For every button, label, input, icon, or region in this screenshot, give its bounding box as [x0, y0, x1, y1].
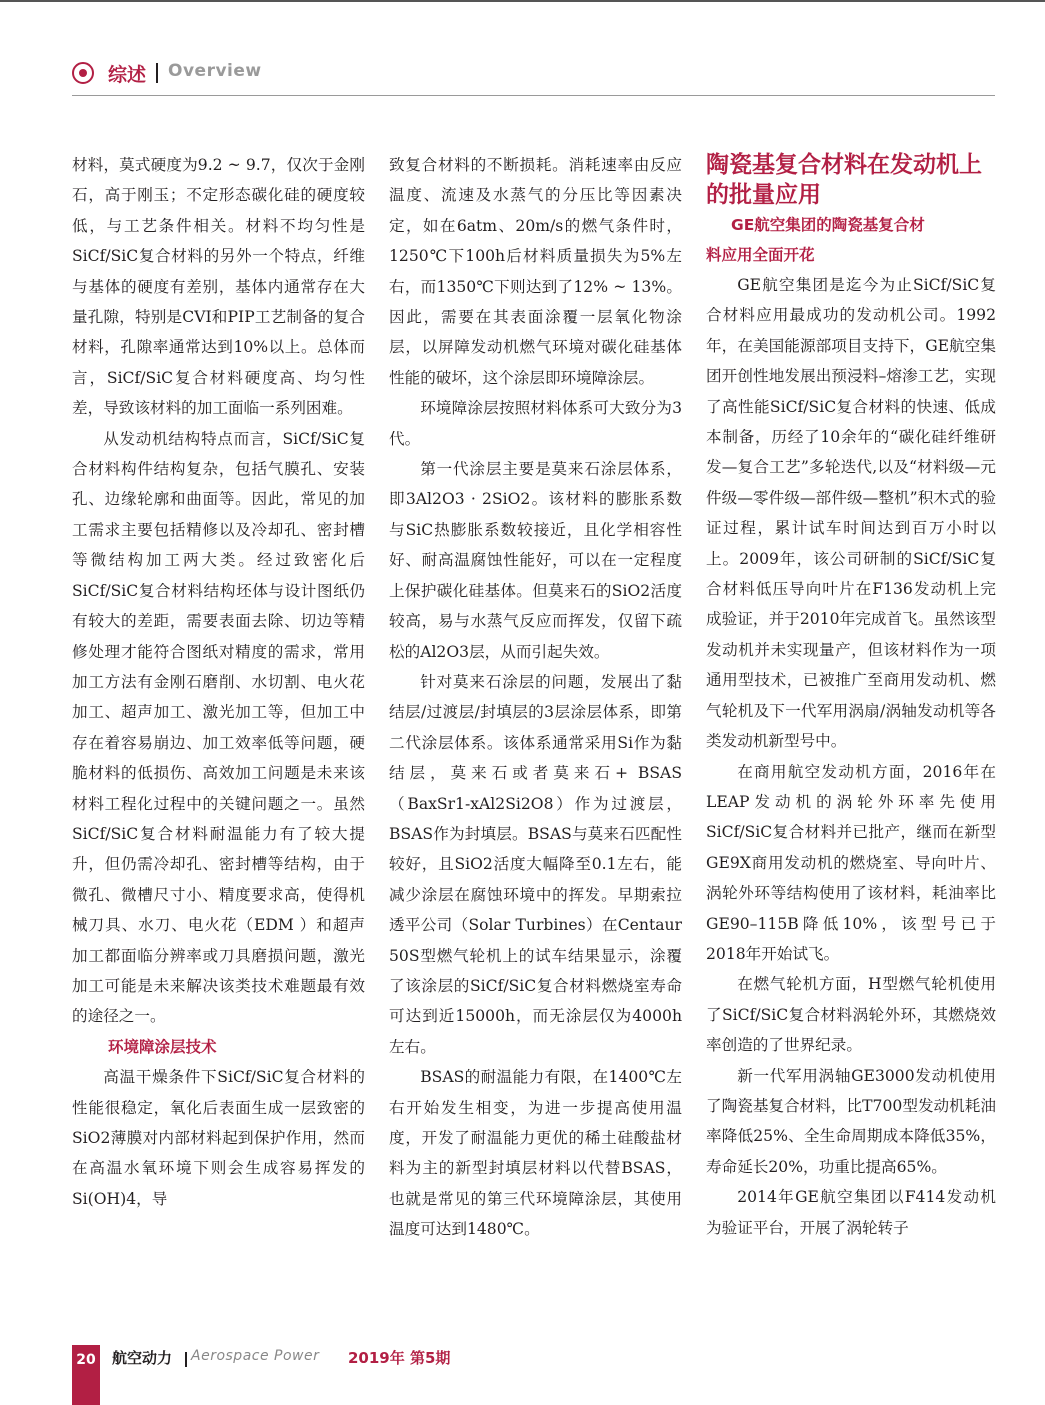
- page-footer: [72, 1345, 992, 1375]
- paragraph: 在商用航空发动机方面，2016年在LEAP发动机的涡轮外环率先使用SiCf/SiC复合材料并已批产，继而在新型GE9X商用发动机的燃烧室、导向叶片、涡轮外环等结构使用了该材料，耗油率比GE90–115B降低10%，该型号已于2018年开始试飞。: [706, 762, 996, 963]
- subtitle-line-2: 料应用全面开花: [706, 246, 815, 264]
- column-3: [706, 150, 996, 1243]
- journal-logo-icon: [72, 62, 94, 84]
- page-number: 20: [72, 1345, 100, 1405]
- issue-label: 2019年 第5期: [348, 1349, 451, 1367]
- paragraph: 高温干燥条件下SiCf/SiC复合材料的性能很稳定，氧化后表面生成一层致密的SiO2薄膜对内部材料起到保护作用，然而在高温水氧环境下则会生成容易挥发的Si(OH)4，导: [72, 1068, 365, 1208]
- section-title: 综述: [108, 64, 147, 86]
- section-subheading: 环境障涂层技术: [108, 1037, 217, 1056]
- article-section-title: 陶瓷基复合材料在发动机上的批量应用: [706, 152, 982, 208]
- paragraph: 在燃气轮机方面，H型燃气轮机使用了SiCf/SiC复合材料涡轮外环，其燃烧效率创造的了世界纪录。: [706, 975, 996, 1055]
- header-rule: [72, 95, 995, 96]
- paragraph: 针对莫来石涂层的问题，发展出了黏结层/过渡层/封填层的3层涂层体系，即第二代涂层体系。该体系通常采用Si作为黏结层，莫来石或者莫来石+ BSAS（BaxSr1-xAl2Si2O8）作为过渡层，BSAS作为封填层。BSAS与莫来石匹配性较好，且SiO2活度大幅降至0.1左右，能减少涂层在腐蚀环境中的挥发。早期索拉透平公司（Solar Turbines）在Centaur 50S型燃气轮机上的试车结果显示，涂覆了该涂层的SiCf/SiC复合材料燃烧室寿命可达到近15000h，而无涂层仅为4000h左右。: [389, 672, 682, 1056]
- paragraph: 第一代涂层主要是莫来石涂层体系，即3Al2O3 · 2SiO2。该材料的膨胀系数与SiC热膨胀系数较接近，且化学相容性好、耐高温腐蚀性能好，可以在一定程度上保护碳化硅基体。但莫来石的SiO2活度较高，易与水蒸气反应而挥发，仅留下疏松的Al2O3层，从而引起失效。: [389, 460, 682, 661]
- column-1: [72, 150, 365, 1214]
- column-2: [389, 150, 682, 1245]
- paragraph: BSAS的耐温能力有限，在1400℃左右开始发生相变，为进一步提高使用温度，开发了耐温能力更优的稀土硅酸盐材料为主的新型封填层材料以代替BSAS，也就是常见的第三代环境障涂层，其使用温度可达到1480℃。: [389, 1068, 682, 1239]
- paragraph: 2014年GE航空集团以F414发动机为验证平台，开展了涡轮转子: [706, 1188, 996, 1237]
- header-divider: [156, 63, 158, 83]
- article-subtitle: [706, 210, 996, 270]
- paragraph: 材料，莫式硬度为9.2 ~ 9.7，仅次于金刚石，高于刚玉；不定形态碳化硅的硬度较低，与工艺条件相关。材料不均匀性是SiCf/SiC复合材料的另外一个特点，纤维与基体的硬度有差别，基体内通常存在大量孔隙，特别是CVI和PIP工艺制备的复合材料，孔隙率通常达到10%以上。总体而言，SiCf/SiC复合材料硬度高、均匀性差，导致该材料的加工面临一系列困难。: [72, 156, 365, 418]
- paragraph: 致复合材料的不断损耗。消耗速率由反应温度、流速及水蒸气的分压比等因素决定，如在6atm、20m/s的燃气条件时，1250℃下100h后材料质量损失为5%左右，而1350℃下则达到了12% ~ 13%。因此，需要在其表面涂覆一层氧化物涂层，以屏障发动机燃气环境对碳化硅基体性能的破坏，这个涂层即环境障涂层。: [389, 156, 682, 387]
- paragraph: 环境障涂层按照材料体系可大致分为3代。: [389, 399, 682, 448]
- page-header: [72, 60, 997, 90]
- paragraph: GE航空集团是迄今为止SiCf/SiC复合材料应用最成功的发动机公司。1992年，在美国能源部项目支持下，GE航空集团开创性地发展出预浸料–熔渗工艺，实现了高性能SiCf/SiC复合材料的快速、低成本制备，历经了10余年的“碳化硅纤维研发—复合工艺”多轮迭代,以及“材料级—元件级—零件级—部件级—整机”积木式的验证过程，累计试车时间达到百万小时以上。2009年，该公司研制的SiCf/SiC复合材料低压导向叶片在F136发动机上完成验证，并于2010年完成首飞。虽然该型发动机并未实现量产，但该材料作为一项通用型技术，已被推广至商用发动机、燃气轮机及下一代军用涡扇/涡轴发动机等各类发动机新型号中。: [706, 276, 996, 751]
- journal-name: 航空动力: [112, 1349, 173, 1367]
- subtitle-line-1: GE航空集团的陶瓷基复合材: [731, 216, 925, 234]
- paragraph: 从发动机结构特点而言，SiCf/SiC复合材料构件结构复杂，包括气膜孔、安装孔、边缘轮廓和曲面等。因此，常见的加工需求主要包括精修以及冷却孔、密封槽等微结构加工两大类。经过致密化后SiCf/SiC复合材料结构坯体与设计图纸仍有较大的差距，需要表面去除、切边等精修处理才能符合图纸对精度的需求，常用加工方法有金刚石磨削、水切割、电火花加工、超声加工、激光加工等，但加工中存在着容易崩边、加工效率低等问题，硬脆材料的低损伤、高效加工问题是未来该材料工程化过程中的关键问题之一。虽然SiCf/SiC复合材料耐温能力有了较大提升，但仍需冷却孔、密封槽等结构，由于微孔、微槽尺寸小、精度要求高，使得机械刀具、水刀、电火花（EDM ）和超声加工都面临分辨率或刀具磨损问题，激光加工可能是未来解决该类技术难题最有效的途径之一。: [72, 429, 365, 1026]
- paragraph: 新一代军用涡轴GE3000发动机使用了陶瓷基复合材料，比T700型发动机耗油率降低25%、全生命周期成本降低35%，寿命延长20%，功重比提高65%。: [706, 1066, 996, 1176]
- journal-name-en: Aerospace Power: [191, 1348, 320, 1364]
- top-rule: [0, 0, 1045, 2]
- footer-divider: [185, 1352, 187, 1367]
- section-title-en: Overview: [168, 61, 262, 81]
